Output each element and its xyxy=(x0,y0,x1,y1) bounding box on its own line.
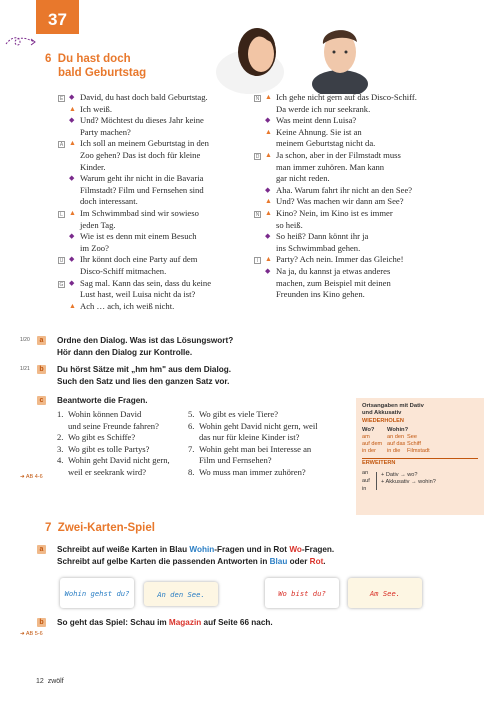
dialogue-line xyxy=(58,115,266,127)
dialogue-text: Sag mal. Kann das sein, dass du keine xyxy=(80,277,212,288)
dialogue-line xyxy=(58,150,266,162)
dialogue-text: Aha. Warum fahrt ihr nicht an den See? xyxy=(276,184,413,195)
question-text: Wo muss man immer zuhören? xyxy=(199,466,306,477)
grammar-cell: auf dem xyxy=(362,441,383,448)
triangle-speaker-icon: ▲ xyxy=(69,139,76,148)
card-wo-answer: Am See. xyxy=(348,578,422,608)
dialogue-line xyxy=(254,266,494,278)
dialogue-label xyxy=(254,150,265,162)
task-a-line1: Ordne den Dialog. Was ist das Lösungswort? xyxy=(57,336,234,345)
grammar-table xyxy=(362,427,478,456)
triangle-speaker-icon: ▲ xyxy=(69,208,76,217)
dialogue-line xyxy=(58,220,266,232)
letter-box: N xyxy=(255,211,260,218)
grammar-col-wohin: Wohin? xyxy=(387,426,409,433)
dialogue-text: So heiß? Dann könnt ihr ja xyxy=(276,231,369,242)
dialogue-text: machen, zum Beispiel mit deinen xyxy=(276,277,391,288)
dialogue-line xyxy=(58,92,266,104)
dialogue-text: David, du hast doch bald Geburtstag. xyxy=(80,92,208,102)
question-line xyxy=(188,455,353,467)
question-line xyxy=(57,432,192,444)
page-number-word: zwölf xyxy=(47,678,64,685)
section-title-line2: bald Geburtstag xyxy=(58,67,147,79)
grammar-cell: See xyxy=(407,433,417,440)
triangle-speaker-icon: ▲ xyxy=(265,208,272,217)
triangle-speaker-icon: ▲ xyxy=(69,301,76,310)
dialogue-text: Keine Ahnung. Sie ist an xyxy=(276,126,362,137)
dialogue-line xyxy=(254,243,494,255)
grammar-rule-dativ: + Dativ → wo? xyxy=(381,471,418,478)
text: So geht das Spiel: Schau im xyxy=(57,618,169,627)
dialogue-line xyxy=(254,220,494,232)
task-a-instruction xyxy=(57,335,233,358)
grammar-cell: in der xyxy=(362,448,376,455)
section-6-heading xyxy=(45,52,146,80)
dialogue-line xyxy=(254,104,494,116)
dialogue-text: Disco-Schiff mitmachen. xyxy=(80,265,167,276)
dialogue-text: Freunden ins Kino gehen. xyxy=(276,289,365,300)
dialogue-text: jeden Tag. xyxy=(80,219,116,230)
dialogue-text: Und? Möchtest du dieses Jahr keine xyxy=(80,115,204,126)
task-a-line2: Hör dann den Dialog zur Kontrolle. xyxy=(57,347,193,357)
text: -Fragen. xyxy=(301,545,335,554)
dialogue-text: Party? Ach nein. Immer das Gleiche! xyxy=(276,254,404,265)
page-footer xyxy=(36,678,64,685)
dialogue-line xyxy=(58,138,266,150)
swirl-decoration-icon xyxy=(4,30,38,52)
task-b-line2: Such den Satz und lies den ganzen Satz vor. xyxy=(57,376,230,386)
dialogue-left-column xyxy=(58,92,266,312)
question-text: Wo gibt es Schiffe? xyxy=(68,432,136,443)
section-7-heading xyxy=(45,521,155,535)
task-b-line1: Du hörst Sätze mit „hm hm" aus dem Dialog. xyxy=(57,365,232,374)
dialogue-text: Party machen? xyxy=(80,126,131,137)
dialogue-label xyxy=(58,278,69,290)
dialogue-line xyxy=(254,278,494,290)
dialogue-line xyxy=(58,301,266,313)
grammar-rule-akkusativ: + Akkusativ → wohin? xyxy=(381,478,436,485)
dialogue-text: ins Schwimmbad gehen. xyxy=(276,242,361,253)
question-number xyxy=(188,455,199,467)
letter-box: A xyxy=(59,142,64,149)
text: oder xyxy=(287,556,310,566)
question-number: 7. xyxy=(188,443,195,454)
task-c-instruction: Beantworte die Fragen. xyxy=(57,396,148,405)
grammar-prep: an xyxy=(362,469,369,476)
dialogue-text: Kino? Nein, im Kino ist es immer xyxy=(276,207,393,218)
dialogue-line xyxy=(58,196,266,208)
dialogue-text: Ja schon, aber in der Filmstadt muss xyxy=(276,149,401,160)
dialogue-label xyxy=(254,208,265,220)
diamond-speaker-icon: ◆ xyxy=(69,255,75,264)
dialogue-text: man immer zuhören. Man kann xyxy=(276,161,385,172)
question-number: 6. xyxy=(188,420,195,431)
question-text: Wohin geht David nicht gern, weil xyxy=(199,420,318,431)
dialogue-line xyxy=(254,150,494,162)
question-number xyxy=(188,432,199,444)
grammar-prep: in xyxy=(362,486,367,493)
text: -Fragen und in Rot xyxy=(214,545,290,554)
questions-right xyxy=(188,409,353,479)
grammar-cell: am xyxy=(362,433,370,440)
text-blue: Blau xyxy=(269,556,288,566)
question-number: 8. xyxy=(188,466,195,477)
questions-left xyxy=(57,409,192,479)
section-title-line1: Du hast doch xyxy=(57,53,131,65)
dialogue-line xyxy=(58,278,266,290)
question-line xyxy=(188,467,353,479)
letter-box: N xyxy=(255,96,260,102)
grammar-cell: an den xyxy=(387,433,405,440)
dialogue-label xyxy=(58,92,69,104)
dialogue-line xyxy=(254,115,494,127)
grammar-repeat-heading: WIEDERHOLEN xyxy=(362,418,404,425)
question-text: Wohin können David xyxy=(68,409,142,419)
text: . xyxy=(323,556,326,566)
question-text: Wohin geht man bei Interesse an xyxy=(199,443,312,454)
task-7b-instruction xyxy=(57,617,273,629)
dialogue-text: Ich gehe nicht gern auf das Disco-Schiff. xyxy=(276,92,417,102)
dialogue-label xyxy=(254,254,265,266)
task-letter-c: c xyxy=(37,396,46,405)
card-wohin-answer: An den See. xyxy=(144,582,218,606)
question-text: das nur für kleine Kinder ist? xyxy=(199,432,300,443)
dialogue-text: Na ja, du kannst ja etwas anderes xyxy=(276,265,391,276)
question-number xyxy=(57,467,68,479)
question-line xyxy=(188,421,353,433)
card-wohin-question: Wohin gehst du? xyxy=(60,578,134,608)
question-number: 4. xyxy=(57,455,64,466)
unit-number-tab: 37 xyxy=(36,0,79,34)
grammar-box xyxy=(356,398,484,515)
letter-box: G xyxy=(59,281,64,288)
grammar-prep: auf xyxy=(362,478,370,485)
dialogue-text: Lust hast, weil Luisa nicht da ist? xyxy=(80,289,196,300)
letter-box: D xyxy=(255,153,260,160)
question-text: Wohin geht David nicht gern, xyxy=(68,455,170,466)
dialogue-line xyxy=(58,104,266,116)
dialogue-text: meinem Geburtstag nicht da. xyxy=(276,138,376,149)
question-line xyxy=(57,455,192,467)
triangle-speaker-icon: ▲ xyxy=(265,93,272,101)
diamond-speaker-icon: ◆ xyxy=(265,232,271,241)
dialogue-text: Ich soll an meinem Geburtstag in den xyxy=(80,138,209,149)
dialogue-text: Warum geht ihr nicht in die Bavaria xyxy=(80,173,204,184)
grammar-rules xyxy=(376,472,436,490)
task-letter-b: b xyxy=(37,365,46,374)
question-line xyxy=(57,409,192,421)
triangle-speaker-icon: ▲ xyxy=(69,104,76,113)
text: Schreibt auf weiße Karten in Blau xyxy=(57,545,190,554)
audio-track-ref: 1/21 xyxy=(20,366,30,372)
dialogue-line xyxy=(58,289,266,301)
text-red: Rot xyxy=(309,556,324,566)
letter-box: I xyxy=(254,257,261,264)
dialogue-line xyxy=(58,254,266,266)
section-number: 7 xyxy=(45,522,52,534)
dialogue-text: gar nicht reden. xyxy=(276,173,330,184)
question-text: Wo gibt es tolle Partys? xyxy=(68,443,150,454)
audio-track-ref: 1/20 xyxy=(20,337,30,343)
dialogue-line xyxy=(254,254,494,266)
letter-box: E xyxy=(59,96,64,102)
dialogue-line xyxy=(254,208,494,220)
triangle-speaker-icon: ▲ xyxy=(265,150,272,159)
dialogue-line xyxy=(254,162,494,174)
dialogue-line xyxy=(254,127,494,139)
letter-box: L xyxy=(58,211,65,218)
dialogue-text: Filmstadt? Film und Fernsehen sind xyxy=(80,184,204,195)
dialogue-line xyxy=(254,196,494,208)
task-7a-instruction xyxy=(57,544,487,567)
question-number xyxy=(57,421,68,433)
task-letter-a: a xyxy=(37,336,46,345)
diamond-speaker-icon: ◆ xyxy=(69,93,75,101)
dialogue-text: im Zoo? xyxy=(80,242,109,253)
workbook-ref-link[interactable]: ➜ AB 5-6 xyxy=(20,631,43,637)
question-text: weil er seekrank wird? xyxy=(68,466,147,477)
diamond-speaker-icon: ◆ xyxy=(69,174,75,183)
dialogue-label xyxy=(58,254,69,266)
dialogue-text: doch interessant. xyxy=(80,196,138,207)
dialogue-line xyxy=(254,92,494,104)
dialogue-line xyxy=(58,243,266,255)
text: auf Seite 66 nach. xyxy=(201,618,273,627)
diamond-speaker-icon: ◆ xyxy=(265,266,271,275)
grammar-box-title2: und Akkusativ xyxy=(362,410,402,417)
dialogue-text: so heiß. xyxy=(276,219,303,230)
text-blue: Wohin xyxy=(189,545,215,554)
question-number: 5. xyxy=(188,409,195,419)
diamond-speaker-icon: ◆ xyxy=(265,116,271,125)
letter-box: U xyxy=(59,258,64,265)
question-text: und seine Freunde fahren? xyxy=(68,420,159,431)
dialogue-line xyxy=(58,127,266,139)
question-text: Film und Fernsehen? xyxy=(199,455,272,466)
dialogue-line xyxy=(58,162,266,174)
question-number: 2. xyxy=(57,432,64,443)
card-wo-question: Wo bist du? xyxy=(265,578,339,608)
dialogue-line xyxy=(58,266,266,278)
page-number: 12 xyxy=(36,678,44,685)
dialogue-label xyxy=(58,138,69,150)
question-number: 3. xyxy=(57,443,64,454)
dialogue-text: Ich weiß. xyxy=(80,103,112,114)
dialogue-text: Was meint denn Luisa? xyxy=(276,115,357,126)
question-line xyxy=(57,467,192,479)
diamond-speaker-icon: ◆ xyxy=(69,232,75,241)
task-letter-a: a xyxy=(37,545,46,554)
dialogue-line xyxy=(254,289,494,301)
dialogue-label xyxy=(58,208,69,220)
diamond-speaker-icon: ◆ xyxy=(265,185,271,194)
diamond-speaker-icon: ◆ xyxy=(69,116,75,125)
dialogue-text: Ach … ach, ich weiß nicht. xyxy=(80,300,175,311)
dialogue-line xyxy=(254,185,494,197)
dialogue-text: Zoo gehen? Das ist doch für kleine xyxy=(80,149,201,160)
dialogue-line xyxy=(254,173,494,185)
dialogue-text: Da werde ich nur seekrank. xyxy=(276,103,371,114)
dialogue-text: Im Schwimmbad sind wir sowieso xyxy=(80,207,199,218)
question-line xyxy=(188,432,353,444)
question-line xyxy=(188,444,353,456)
grammar-cell: Schiff xyxy=(407,441,421,448)
dialogue-line xyxy=(58,173,266,185)
triangle-speaker-icon: ▲ xyxy=(265,197,272,206)
grammar-prep-list xyxy=(362,469,376,494)
grammar-col-wo: Wo? xyxy=(362,426,375,433)
task-letter-b: b xyxy=(37,618,46,627)
grammar-box-title1: Ortsangaben mit Dativ xyxy=(362,403,424,409)
dialogue-line xyxy=(254,231,494,243)
section-title: Zwei-Karten-Spiel xyxy=(57,522,155,534)
dialogue-line xyxy=(58,231,266,243)
dialogue-line xyxy=(58,185,266,197)
section-number: 6 xyxy=(45,53,52,65)
triangle-speaker-icon: ▲ xyxy=(265,255,272,264)
triangle-speaker-icon: ▲ xyxy=(265,127,272,136)
magazin-link[interactable]: Magazin xyxy=(168,618,202,627)
dialogue-text: Und? Was machen wir dann am See? xyxy=(276,196,404,207)
dialogue-right-column xyxy=(254,92,494,301)
question-number: 1. xyxy=(57,409,64,419)
question-line xyxy=(188,409,353,421)
portrait-photos xyxy=(215,14,385,94)
dialogue-text: Ihr könnt doch eine Party auf dem xyxy=(80,254,198,265)
dialogue-label xyxy=(254,92,265,104)
grammar-cell: auf das xyxy=(387,441,406,448)
diamond-speaker-icon: ◆ xyxy=(69,278,75,287)
grammar-extend-heading: ERWEITERN xyxy=(362,458,478,467)
dialogue-line xyxy=(58,208,266,220)
question-text: Wo gibt es viele Tiere? xyxy=(199,409,279,419)
dialogue-text: Kinder. xyxy=(80,161,106,172)
workbook-ref-link[interactable]: ➜ AB 4-6 xyxy=(20,474,43,480)
question-line xyxy=(57,421,192,433)
dialogue-line xyxy=(254,138,494,150)
grammar-cell: in die xyxy=(387,448,401,455)
grammar-cell: Filmstadt xyxy=(407,448,430,455)
question-line xyxy=(57,444,192,456)
task-b-instruction xyxy=(57,364,231,387)
text-red: Wo xyxy=(289,545,302,554)
text: Schreibt auf gelbe Karten die passenden Antworten in xyxy=(57,556,270,566)
dialogue-text: Wie ist es denn mit einem Besuch xyxy=(80,231,197,242)
